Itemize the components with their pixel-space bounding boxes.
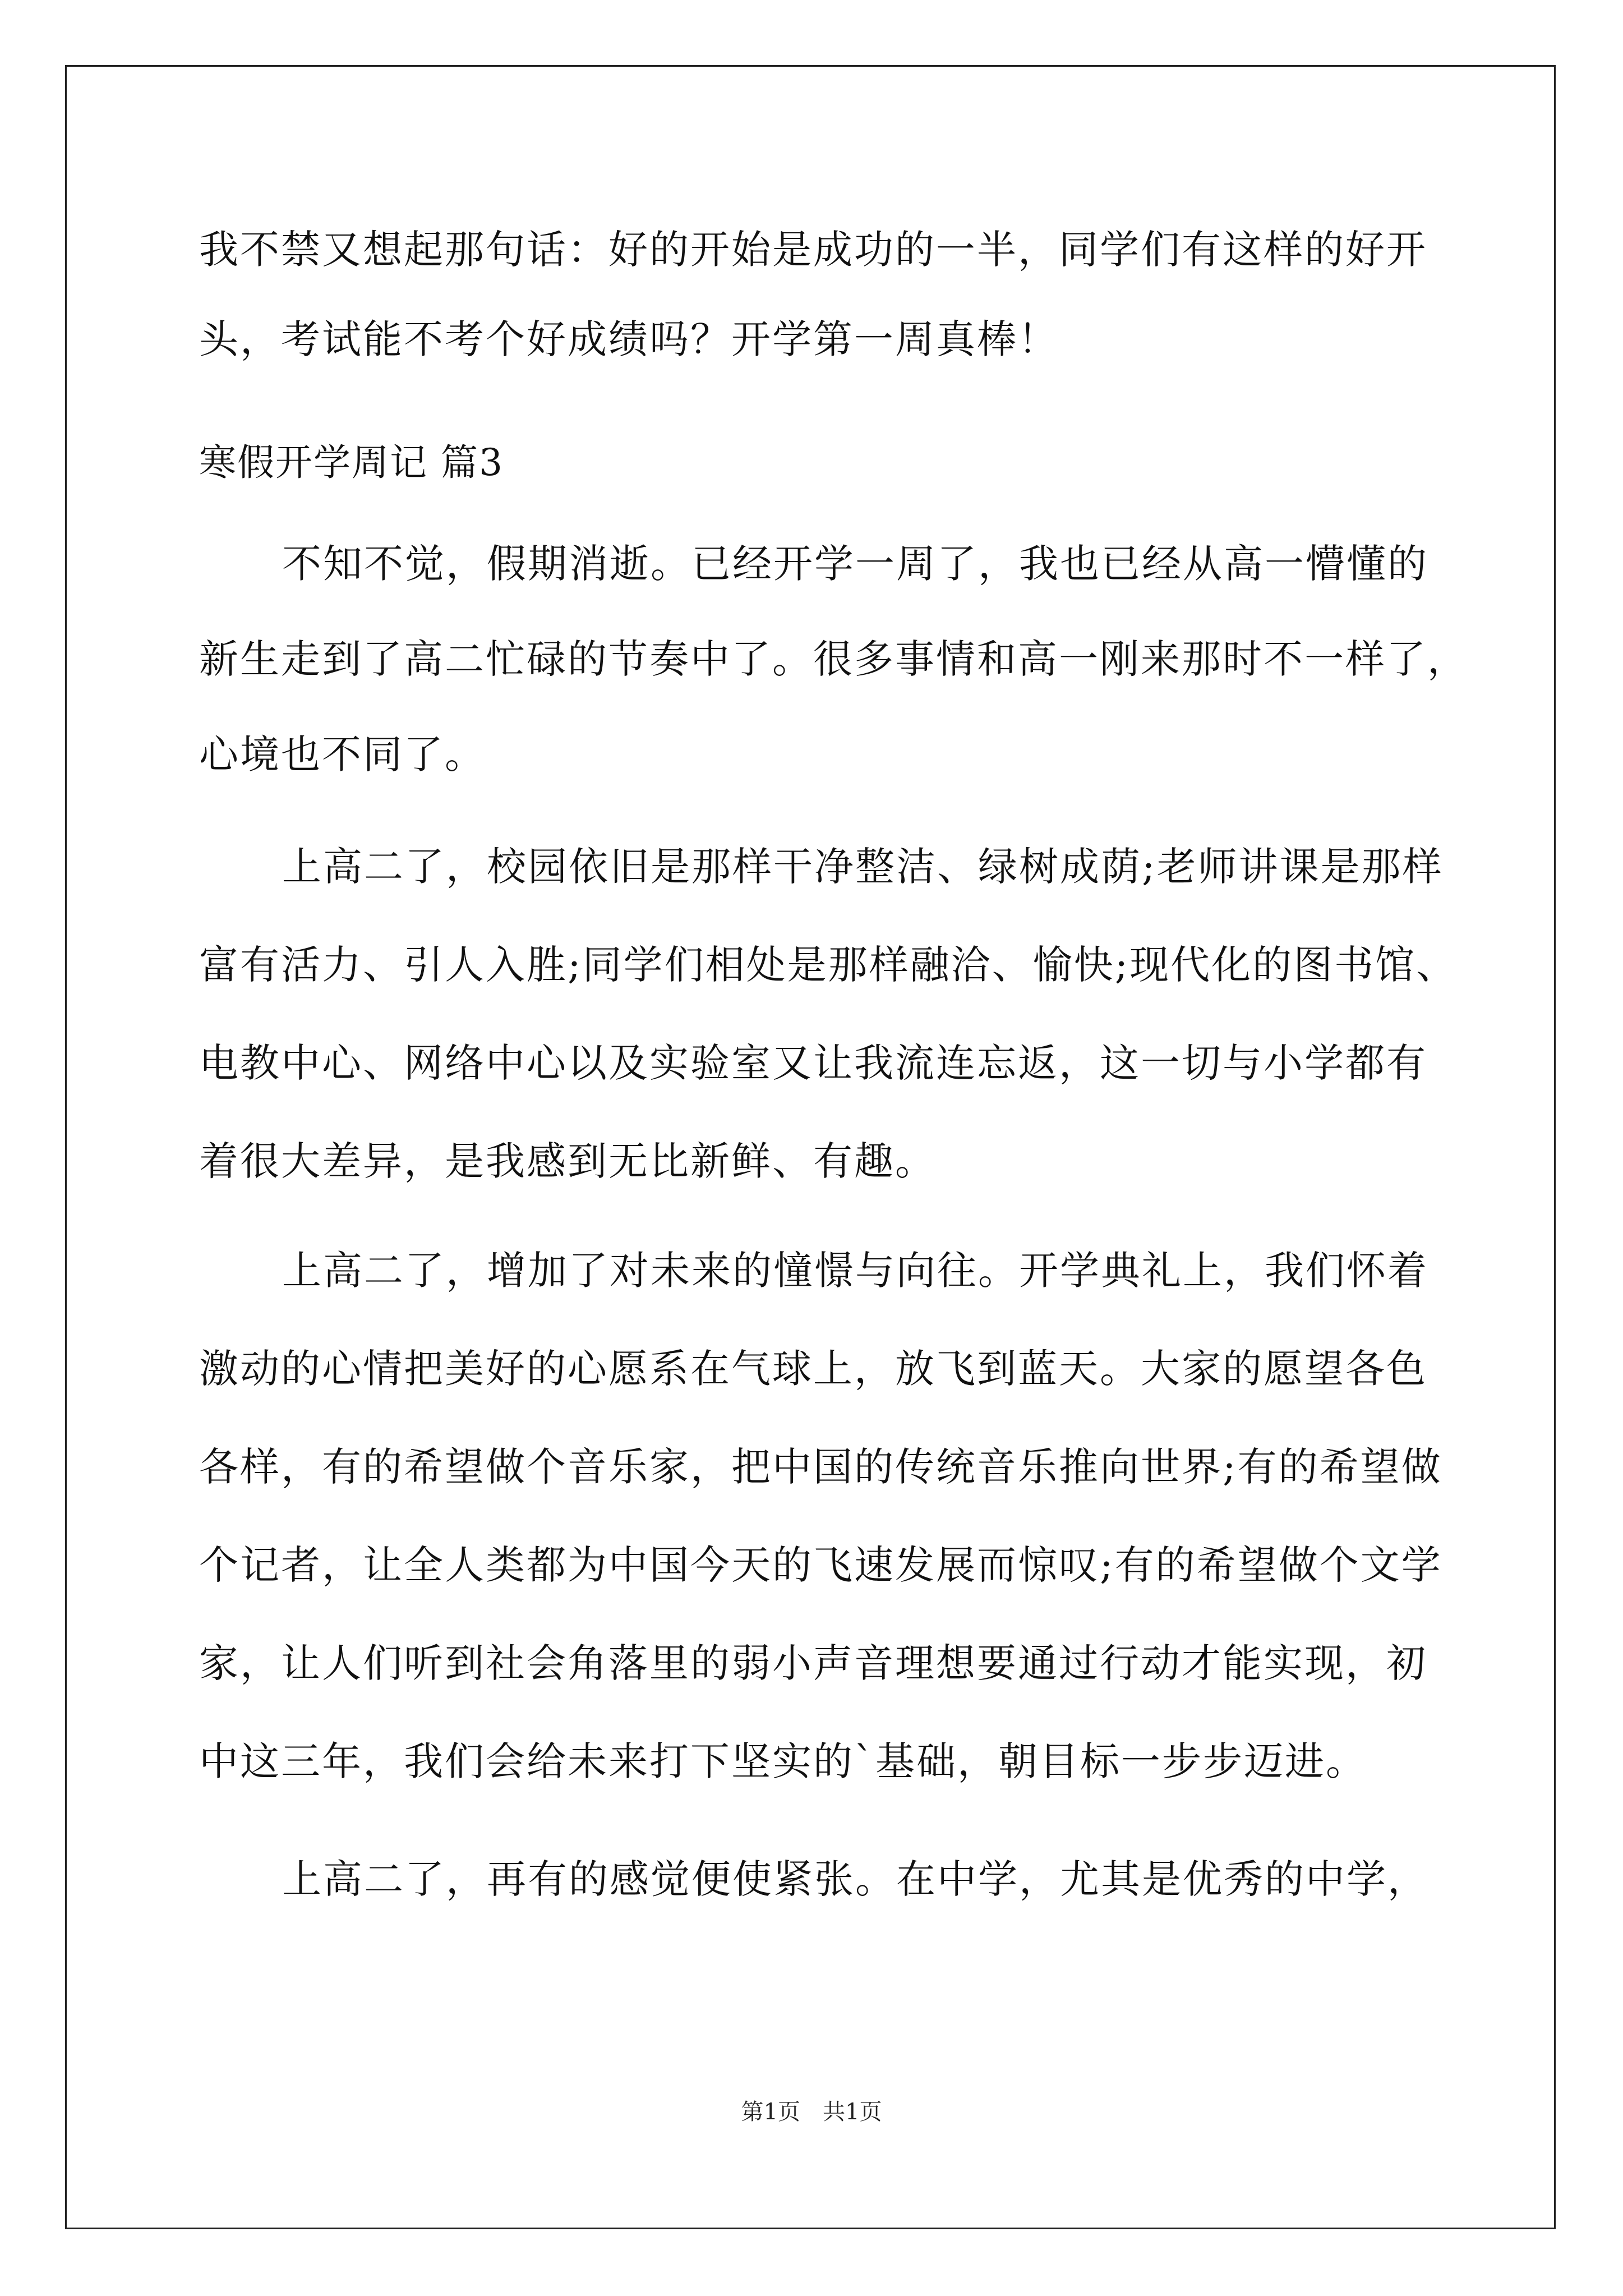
text-line: 各样，有的希望做个音乐家，把中国的传统音乐推向世界;有的希望做	[199, 1444, 1442, 1490]
text-line: 我不禁又想起那句话：好的开始是成功的一半，同学们有这样的好开	[199, 227, 1427, 273]
text-line: 新生走到了高二忙碌的节奏中了。很多事情和高一刚来那时不一样了，	[199, 636, 1468, 682]
text-line: 个记者，让全人类都为中国今天的飞速发展而惊叹;有的希望做个文学	[199, 1542, 1442, 1588]
text-line: 中这三年，我们会给未来打下坚实的`基础，朝目标一步步迈进。	[199, 1738, 1367, 1784]
text-line: 电教中心、网络中心以及实验室又让我流连忘返，这一切与小学都有	[199, 1040, 1427, 1086]
section-heading: 寒假开学周记 篇3	[199, 441, 504, 484]
text-line: 上高二了，校园依旧是那样干净整洁、绿树成荫;老师讲课是那样	[282, 844, 1444, 890]
text-line: 富有活力、引人入胜;同学们相处是那样融洽、愉快;现代化的图书馆、	[199, 942, 1458, 988]
text-line: 家，让人们听到社会角落里的弱小声音理想要通过行动才能实现，初	[199, 1640, 1427, 1686]
text-line: 心境也不同了。	[199, 731, 486, 777]
page-footer: 第1页 共1页	[741, 2099, 882, 2125]
text-line: 头，考试能不考个好成绩吗？开学第一周真棒！	[199, 316, 1059, 362]
text-line: 不知不觉，假期消逝。已经开学一周了，我也已经从高一懵懂的	[282, 541, 1428, 587]
text-line: 着很大差异，是我感到无比新鲜、有趣。	[199, 1138, 936, 1184]
text-line: 上高二了，再有的感觉便使紧张。在中学，尤其是优秀的中学，	[282, 1856, 1428, 1902]
text-line: 上高二了，增加了对未来的憧憬与向往。开学典礼上，我们怀着	[282, 1248, 1428, 1294]
text-line: 激动的心情把美好的心愿系在气球上，放飞到蓝天。大家的愿望各色	[199, 1346, 1427, 1392]
